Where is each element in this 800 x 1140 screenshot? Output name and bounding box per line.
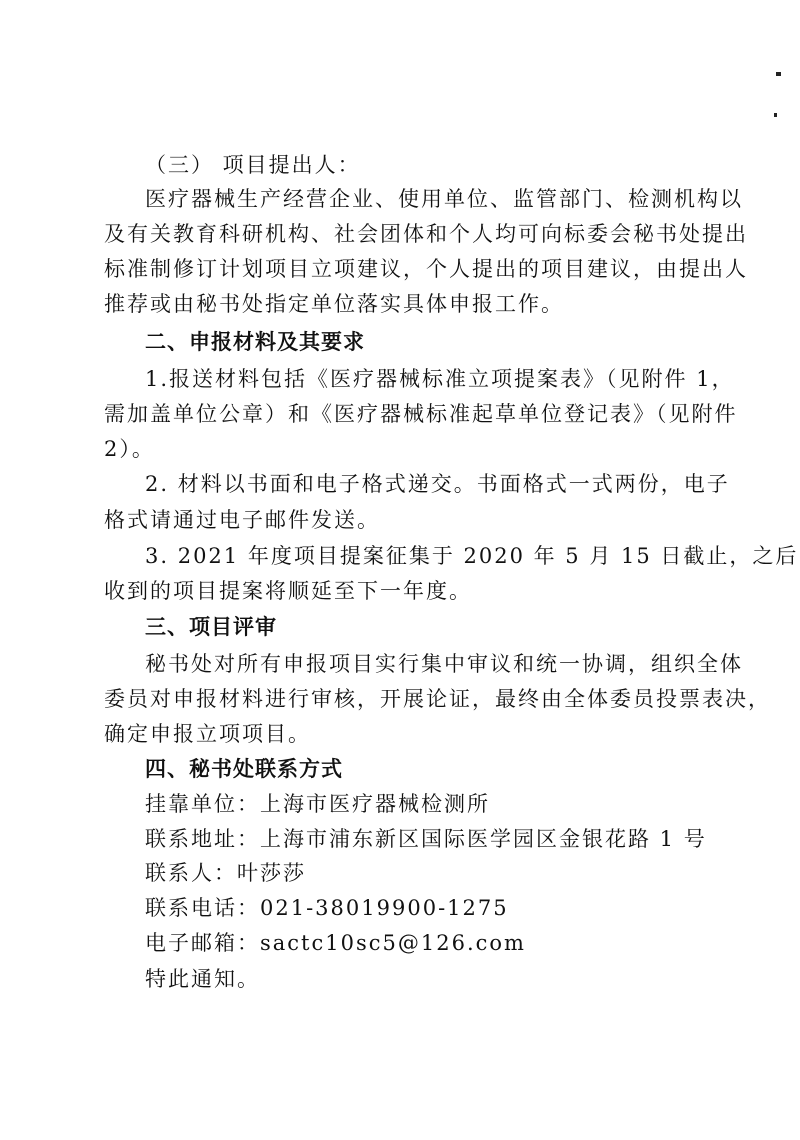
item3-heading: （三） 项目提出人： — [145, 153, 361, 177]
closing-text: 特此通知。 — [145, 967, 260, 991]
section-heading: 四、秘书处联系方式 — [145, 757, 343, 781]
paragraph-line: 委员对申报材料进行审核，开展论证，最终由全体委员投票表决， — [104, 687, 771, 711]
paragraph-line: 医疗器械生产经营企业、使用单位、监管部门、检测机构以 — [145, 187, 743, 211]
contact-unit: 挂靠单位：上海市医疗器械检测所 — [145, 792, 490, 816]
paragraph-line: 格式请通过电子邮件发送。 — [104, 508, 380, 532]
paragraph-line: 3. 2021 年度项目提案征集于 2020 年 5 月 15 日截止，之后 — [145, 544, 799, 568]
paragraph-line: 秘书处对所有申报项目实行集中审议和统一协调，组织全体 — [145, 652, 743, 676]
paragraph-line: 需加盖单位公章）和《医疗器械标准起草单位登记表》（见附件 — [104, 402, 738, 426]
paragraph-line: 标准制修订计划项目立项建议，个人提出的项目建议，由提出人 — [104, 257, 748, 281]
paragraph-line: 确定申报立项项目。 — [104, 722, 311, 746]
scan-mark — [774, 113, 777, 117]
contact-address: 联系地址：上海市浦东新区国际医学园区金银花路 1 号 — [145, 827, 707, 851]
section-heading: 三、项目评审 — [145, 615, 277, 639]
paragraph-line: 及有关教育科研机构、社会团体和个人均可向标委会秘书处提出 — [104, 222, 748, 246]
section-heading: 二、申报材料及其要求 — [145, 330, 365, 354]
contact-email: 电子邮箱：sactc10sc5@126.com — [145, 931, 526, 955]
paragraph-line: 2）。 — [104, 437, 155, 461]
scan-mark — [776, 72, 781, 76]
paragraph-line: 1.报送材料包括《医疗器械标准立项提案表》（见附件 1， — [145, 367, 735, 391]
contact-person: 联系人：叶莎莎 — [145, 861, 306, 885]
paragraph-line: 推荐或由秘书处指定单位落实具体申报工作。 — [104, 292, 564, 316]
paragraph-line: 收到的项目提案将顺延至下一年度。 — [104, 579, 472, 603]
paragraph-line: 2. 材料以书面和电子格式递交。书面格式一式两份，电子 — [145, 472, 730, 496]
contact-phone: 联系电话：021-38019900-1275 — [145, 896, 509, 920]
